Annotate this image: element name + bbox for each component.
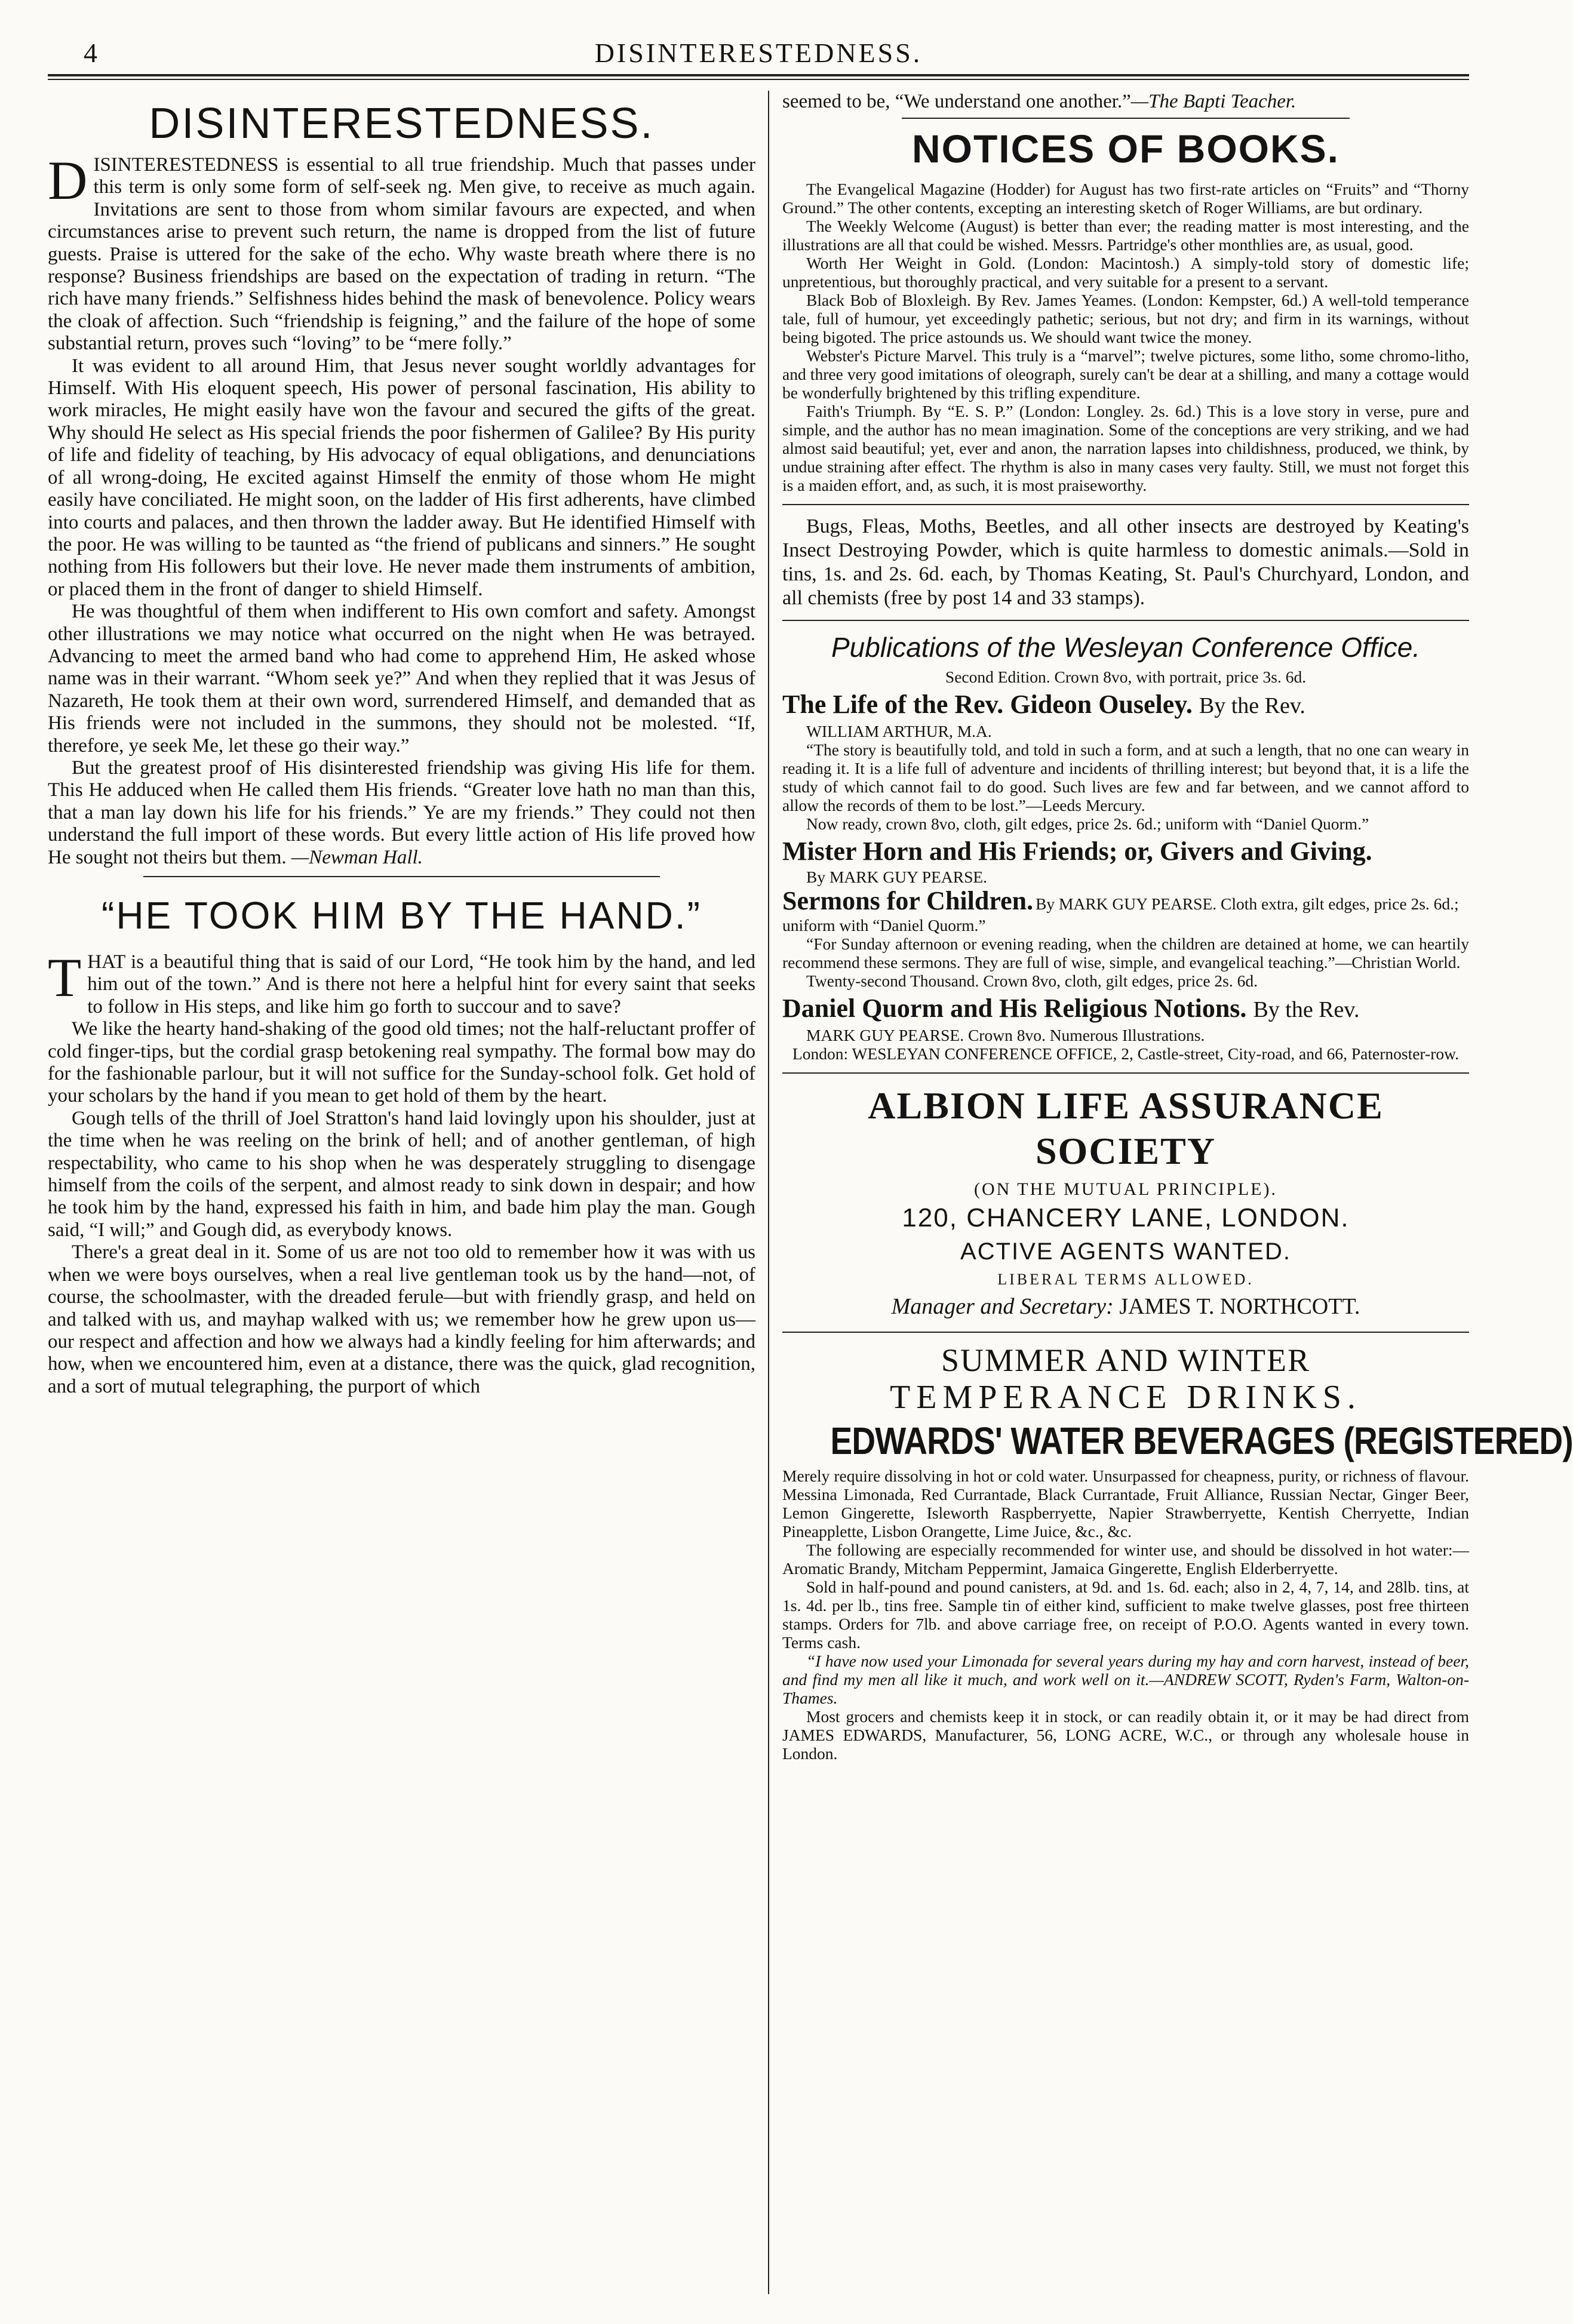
wesleyan-edition: Second Edition. Crown 8vo, with portrait, price 3s. 6d. — [945, 668, 1307, 687]
article-took-him-by-the-hand — [48, 947, 755, 1398]
book-notice: The Weekly Welcome (August) is better than ever; the reading matter is most interesting, and the illustrations are all that could be wished. Messrs. Partridge's other monthlies are, as usual, good. — [782, 217, 1469, 254]
article-paragraph: There's a great deal in it. Some of us are not too old to remember how it was with us when we were boys ourselves, when a real live gentleman took us by the hand—not, of course, the schoolmaster, with the dreaded ferule—but with friendly grasp, and held on and talked with us, and mayhap walked with us; we remember how he grew upon us—our respect and affection and how we always had a kindly feeling for him afterwards; and how, when we encountered him, even at a distance, there was the quick, glad recognition, and a sort of mutual telegraphing, the purport of which — [48, 1241, 755, 1397]
book-notice: The Evangelical Magazine (Hodder) for August has two first-rate articles on “Fruits” and “Thorny Ground.” The other contents, excepting an interesting sketch of Roger Williams, are but ordinary. — [782, 180, 1469, 217]
right-column — [782, 91, 1573, 2294]
temperance-line2: TEMPERANCE DRINKS. — [890, 1379, 1362, 1416]
section-rule — [782, 1332, 1469, 1333]
drop-cap: T — [48, 947, 82, 1008]
article-signature: —Newman Hall. — [291, 846, 423, 868]
page-number: 4 — [84, 38, 97, 68]
book-note: Twenty-second Thousand. Crown 8vo, cloth, gilt edges, price 2s. 6d. — [806, 972, 1258, 991]
temperance-testimonial: “I have now used your Limonada for several years during my hay and corn harvest, instead of beer, and find my men all like it much, and work well on it.—ANDREW SCOTT, Ryden's Farm, Walton-on-Thames. — [782, 1652, 1469, 1708]
book-notice: Faith's Triumph. By “E. S. P.” (London: Longley. 2s. 6d.) This is a love story in verse, pure and simple, and the author has no mean imagination. Some of the conceptions are very striking, and we had almost said beautiful; yet, ever and anon, the narration lapses into childishness, produced, we think, by undue straining after effect. The rhythm is also in many cases very faulty. Still, we must not forget this is a maiden effort, and, as such, it is most praiseworthy. — [782, 402, 1469, 495]
newspaper-page — [48, 36, 1573, 2299]
albion-title: ALBION LIFE ASSURANCE SOCIETY — [868, 1084, 1384, 1173]
book-title: Daniel Quorm and His Religious Notions. By the Rev. — [782, 994, 1360, 1023]
drop-cap: D — [48, 150, 88, 211]
wesleyan-title: Publications of the Wesleyan Conference Office. — [831, 632, 1421, 663]
albion-address: 120, CHANCERY LANE, LONDON. — [902, 1203, 1350, 1233]
header-rule — [48, 79, 1469, 80]
book-notice: Worth Her Weight in Gold. (London: Macintosh.) A simply-told story of domestic life; unpretentious, but thoroughly practical, and very suitable for a present to a servant. — [782, 254, 1469, 291]
article-continuation — [782, 91, 1469, 113]
notices-title: NOTICES OF BOOKS. — [911, 127, 1340, 171]
section-rule — [143, 876, 660, 877]
section-rule — [782, 504, 1469, 505]
publisher-address: London: WESLEYAN CONFERENCE OFFICE, 2, Castle-street, City-road, and 66, Paternoster-row. — [792, 1044, 1460, 1063]
albion-agents: ACTIVE AGENTS WANTED. — [960, 1238, 1291, 1265]
book-notice: Black Bob of Bloxleigh. By Rev. James Yeames. (London: Kempster, 6d.) A well-told temperance tale, full of humour, yet exceedingly pathetic; serious, but not dry; and firm in its warnings, without being bigoted. The price astounds us. We should want twice the money. — [782, 291, 1469, 347]
temperance-line1: SUMMER AND WINTER — [941, 1342, 1311, 1379]
article-paragraph: We like the hearty hand-shaking of the good old times; not the half-reluctant proffer of cold finger-tips, but the cordial grasp betokening real sympathy. The formal bow may do for the fashionable parlour, but it will not suffice for the Sunday-school folk. Get hold of your scholars by the hand if you mean to get hold of them by the heart. — [48, 1018, 755, 1107]
article-paragraph: He was thoughtful of them when indifferent to His own comfort and safety. Amongst other illustrations we may notice what occurred on the night when He was betrayed. Advancing to meet the armed band who had come to apprehend Him, He asked whose name was in their warrant. “Whom seek ye?” And when they replied that it was Jesus of Nazareth, He took them at their own word, surrendered Himself, and demanded that as His friends were not included in the summons, they should not be molested. “If, therefore, ye seek Me, let these go their way.” — [48, 601, 755, 757]
wesleyan-advert — [782, 631, 1469, 1063]
section-rule — [782, 620, 1469, 621]
running-title: DISINTERESTEDNESS. — [594, 38, 923, 68]
article-title-disinterestedness: DISINTERESTEDNESS. — [149, 100, 655, 147]
book-title: Mister Horn and His Friends; or, Givers and Giving. — [782, 837, 1372, 866]
keating-text: Bugs, Fleas, Moths, Beetles, and all other insects are destroyed by Keating's Insect Destroying Powder, which is quite harmless to domestic animals.—Sold in tins, 1s. and 2s. 6d. each, by Thomas Keating, St. Paul's Churchyard, London, and all chemists (free by post 14 and 33 stamps). — [782, 515, 1469, 610]
book-info: By MARK GUY PEARSE. Cloth extra, gilt edges, price 2s. 6d.; uniform with “Daniel Quorm.” — [782, 894, 1459, 935]
article-disinterestedness — [48, 150, 755, 869]
book-notice: Webster's Picture Marvel. This truly is a “marvel”; twelve pictures, some litho, some chromo-litho, and three very good imitations of oleograph, surely can't be dear at a shilling, and many a cottage would be wonderfully brightened by this trifling expenditure. — [782, 346, 1469, 402]
section-rule — [902, 118, 1350, 119]
book-note: Now ready, crown 8vo, cloth, gilt edges, price 2s. 6d.; uniform with “Daniel Quorm.” — [806, 814, 1369, 834]
albion-terms: LIBERAL TERMS ALLOWED. — [997, 1271, 1254, 1289]
albion-manager: Manager and Secretary: JAMES T. NORTHCOTT. — [891, 1294, 1360, 1320]
book-author: WILLIAM ARTHUR, M.A. — [806, 722, 992, 741]
book-title: Sermons for Children. — [782, 886, 1034, 916]
temperance-text: Merely require dissolving in hot or cold water. Unsurpassed for cheapness, purity, or richness of flavour. Messina Limonada, Red Currantade, Black Currantade, Fruit Alliance, Russian Nectar, Ginger Beer, Lemon Gingerette, Isleworth Raspberryette, Napier Strawberryette, Kentish Cherryette, Indian Pineapplette, Lisbon Orangette, Lime Juice, &c., &c. — [782, 1467, 1469, 1541]
albion-principle: (ON THE MUTUAL PRINCIPLE). — [974, 1179, 1277, 1200]
article-paragraph: It was evident to all around Him, that Jesus never sought worldly advantages for Himself. With His eloquent speech, His power of personal fascination, His ability to work miracles, He might easily have won the favour and secured the gifts of the great. Why should He select as His special friends the poor fishermen of Galilee? By His purity of life and fidelity of teaching, by His advocacy of equal obligations, and denunciations of all wrong-doing, He excited against Himself the enmity of those whom He might easily have conciliated. He might soon, on the ladder of His first adherents, have climbed into courts and palaces, and then thrown the ladder away. But He identified Himself with the poor. He was willing to be taunted as “the friend of publicans and sinners.” He sought nothing from His followers but their love. He never made them instruments of ambition, or placed them in the front of danger to shield Himself. — [48, 355, 755, 600]
temperance-text: Most grocers and chemists keep it in stock, or can readily obtain it, or it may be had direct from JAMES EDWARDS, Manufacturer, 56, LONG ACRE, W.C., or through any wholesale house in London. — [782, 1707, 1469, 1763]
book-review: “The story is beautifully told, and told in such a form, and at such a length, that no one can weary in reading it. It is a life full of adventure and incidents of thrilling interest; but beyond that, it is a life the study of which cannot fail to do good. Such lives are few and far between, and we cannot afford to allow the records of them to be lost.”—Leeds Mercury. — [782, 740, 1469, 815]
article-paragraph: THAT is a beautiful thing that is said of our Lord, “He took him by the hand, and led him out of the town.” And is there not here a helpful hint for every saint that seeks to follow in His steps, and like him go forth to succour and to save? — [48, 947, 755, 1017]
running-header — [48, 36, 1469, 76]
keating-advert — [782, 515, 1469, 610]
article-paragraph: DISINTERESTEDNESS is essential to all true friendship. Much that passes under this term is only some form of self-seek ng. Men give, to receive as much again. Invitations are sent to those from whom similar favours are expected, and when circumstances arise to prevent such return, the name is dropped from the list of future guests. Praise is uttered for the sake of the echo. Why waste breath where there is no response? Business friendships are based on the expectation of trading in return. “The rich have many friends.” Selfishness hides behind the mask of benevolence. Policy wears the cloak of affection. Such “friendship is feigning,” and the failure of the hope of some substantial return, proves such “loving” to be “mere folly.” — [48, 150, 755, 355]
section-rule — [782, 1072, 1469, 1074]
temperance-line3: EDWARDS' WATER BEVERAGES (REGISTERED) — [830, 1419, 1573, 1463]
continuation-text: seemed to be, “We understand one another.” — [782, 91, 1131, 112]
temperance-advert — [782, 1342, 1573, 1763]
temperance-text: Sold in half-pound and pound canisters, at 9d. and 1s. 6d. each; also in 2, 4, 7, 14, and 28lb. tins, at 1s. 4d. per lb., tins free. Sample tin of either kind, sufficient to make twelve glasses, post free thirteen stamps. Orders for 7lb. and above carriage free, on receipt of P.O.O. Agents wanted in every town. Terms cash. — [782, 1578, 1469, 1652]
book-author: By MARK GUY PEARSE. — [806, 868, 988, 887]
temperance-text: The following are especially recommended for winter use, and should be dissolved in hot water:—Aromatic Brandy, Mitcham Peppermint, Jamaica Gingerette, English Elderberryette. — [782, 1541, 1469, 1578]
book-title: The Life of the Rev. Gideon Ouseley. By the Rev. — [782, 690, 1305, 720]
article-paragraph: But the greatest proof of His disinterested friendship was giving His life for them. This He adduced when He called them His friends. “Greater love hath no man than this, that a man lay down his life for his friends.” Ye are my friends.” They could not then understand the full import of these words. But every little action of His life proved how He sought not theirs but them. —Newman Hall. — [48, 757, 755, 868]
book-author: MARK GUY PEARSE. Crown 8vo. Numerous Illustrations. — [806, 1026, 1205, 1045]
article-source: —The Bapti Teacher. — [1130, 91, 1297, 112]
albion-advert — [782, 1083, 1469, 1322]
notices-of-books — [782, 180, 1469, 494]
article-title-took-him-by-the-hand: “HE TOOK HIM BY THE HAND.” — [102, 894, 702, 937]
article-paragraph: Gough tells of the thrill of Joel Stratton's hand laid lovingly upon his shoulder, just at the time when he was reeling on the brink of hell; and of another gentleman, of high respectability, who came to his shop when he was desperately struggling to disengage himself from the coils of the serpent, and almost ready to sink down in despair; and how he took him by the hand, expressed his faith in him, and bade him play the man. Gough said, “I will;” and Gough did, as everybody knows. — [48, 1107, 755, 1241]
column-divider — [768, 91, 769, 2294]
left-column — [48, 91, 755, 2294]
book-review: “For Sunday afternoon or evening reading, when the children are detained at home, we can heartily recommend these sermons. They are full of wise, simple, and evangelical teaching.”—Christian World. — [782, 934, 1469, 972]
